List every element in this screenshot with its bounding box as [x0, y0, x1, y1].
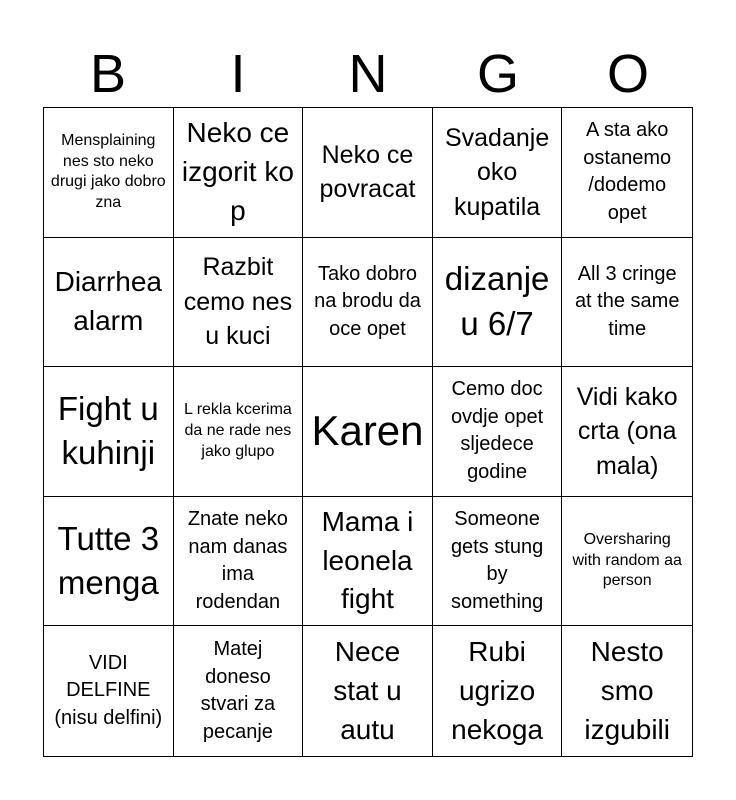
- cell-text: Vidi kako crta (ona mala): [576, 382, 678, 480]
- bingo-board: [43, 107, 693, 757]
- cell-text: Svadanje oko kupatila: [444, 123, 550, 221]
- bingo-cell[interactable]: [433, 497, 563, 627]
- cell-text: Tako dobro na brodu da oce opet: [314, 262, 421, 340]
- bingo-cell[interactable]: [44, 626, 174, 756]
- bingo-cell[interactable]: [303, 626, 433, 756]
- cell-text: Tutte 3 menga: [57, 519, 160, 602]
- bingo-cell[interactable]: [433, 367, 563, 497]
- cell-text: L rekla kcerima da ne rade nes jako glupo: [183, 401, 292, 460]
- bingo-cell[interactable]: [44, 367, 174, 497]
- cell-text: Nesto smo izgubili: [584, 636, 670, 745]
- bingo-cell[interactable]: [174, 626, 304, 756]
- cell-text: Mama i leonela fight: [321, 506, 414, 615]
- cell-text: Nece stat u autu: [333, 636, 402, 745]
- cell-text: Karen: [311, 407, 424, 455]
- cell-text: Mensplaining nes sto neko drugi jako dobro zna: [50, 131, 166, 212]
- cell-text: All 3 cringe at the same time: [574, 262, 680, 340]
- bingo-cell[interactable]: [303, 497, 433, 627]
- bingo-cell[interactable]: [44, 238, 174, 368]
- bingo-cell[interactable]: [174, 238, 304, 368]
- header-letter-g: G: [476, 44, 519, 104]
- cell-text: VIDI DELFINE (nisu delfini): [54, 651, 163, 729]
- bingo-cell[interactable]: [562, 497, 692, 627]
- header-letter-n: N: [348, 44, 388, 104]
- cell-text: Razbit cemo nes u kuci: [183, 253, 293, 351]
- cell-text: dizanje u 6/7: [444, 260, 550, 342]
- cell-text: Someone gets stung by something: [450, 507, 544, 613]
- cell-text: A sta ako ostanemo /dodemo opet: [583, 119, 672, 224]
- cell-text: Matej doneso stvari za pecanje: [200, 638, 276, 743]
- bingo-cell-free[interactable]: [303, 367, 433, 497]
- cell-text: Znate neko nam danas ima rodendan: [187, 507, 288, 613]
- bingo-cell[interactable]: [433, 238, 563, 368]
- cell-text: Rubi ugrizo nekoga: [451, 636, 544, 745]
- bingo-cell[interactable]: [174, 108, 304, 238]
- bingo-cell[interactable]: [303, 108, 433, 238]
- bingo-cell[interactable]: [174, 497, 304, 627]
- bingo-cell[interactable]: [562, 108, 692, 238]
- cell-text: Oversharing with random aa person: [572, 530, 682, 590]
- bingo-cell[interactable]: [44, 497, 174, 627]
- bingo-cell[interactable]: [174, 367, 304, 497]
- header-letter-i: I: [230, 44, 246, 104]
- cell-text: Diarrhea alarm: [54, 266, 162, 336]
- bingo-cell[interactable]: [433, 626, 563, 756]
- cell-text: Neko ce povracat: [319, 140, 416, 204]
- bingo-header: [43, 38, 693, 110]
- bingo-cell[interactable]: [433, 108, 563, 238]
- header-letter-b: B: [89, 44, 127, 104]
- cell-text: Cemo doc ovdje opet sljedece godine: [450, 378, 544, 484]
- bingo-cell[interactable]: [303, 238, 433, 368]
- bingo-cell[interactable]: [562, 626, 692, 756]
- cell-text: Fight u kuhinji: [57, 389, 159, 472]
- bingo-cell[interactable]: [562, 367, 692, 497]
- cell-text: Neko ce izgorit ko p: [181, 117, 294, 226]
- header-letter-o: O: [606, 44, 649, 104]
- bingo-cell[interactable]: [44, 108, 174, 238]
- bingo-cell[interactable]: [562, 238, 692, 368]
